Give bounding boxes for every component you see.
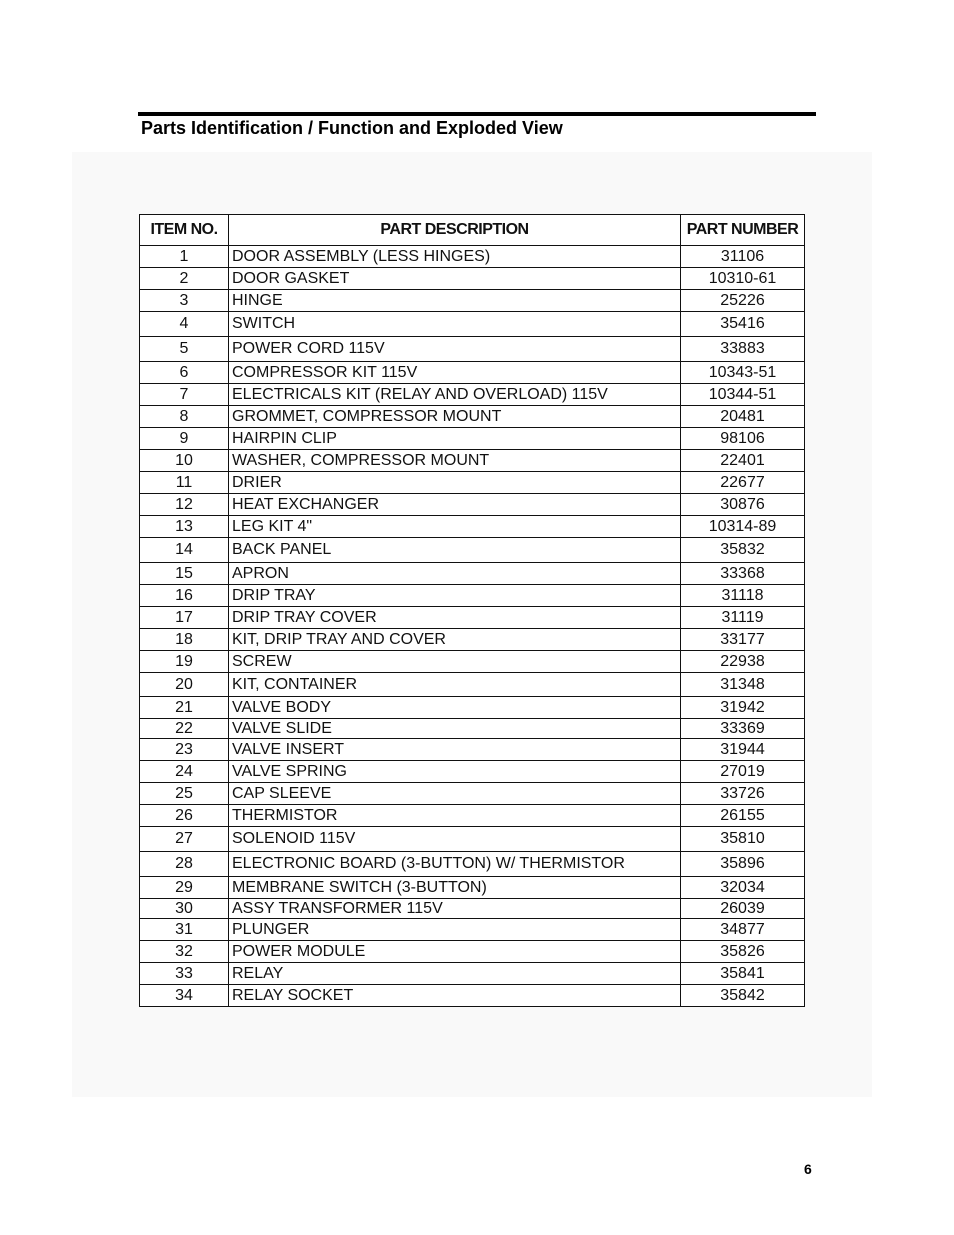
table-cell-item-no: 10 xyxy=(140,450,229,472)
table-row xyxy=(140,428,805,450)
table-cell-part-number: 98106 xyxy=(681,428,805,450)
table-cell-item-no: 33 xyxy=(140,963,229,985)
table-row xyxy=(140,919,805,941)
table-cell-item-no: 21 xyxy=(140,697,229,719)
table-row xyxy=(140,538,805,563)
table-cell-item-no: 32 xyxy=(140,941,229,963)
table-cell-part-number: 35896 xyxy=(681,852,805,877)
table-cell-item-no: 27 xyxy=(140,827,229,852)
table-cell-item-no: 7 xyxy=(140,384,229,406)
table-cell-part-number: 31944 xyxy=(681,739,805,761)
table-cell-part-number: 32034 xyxy=(681,877,805,899)
table-cell-part-description: DRIP TRAY xyxy=(229,585,681,607)
table-row xyxy=(140,290,805,312)
table-cell-part-number: 10310-61 xyxy=(681,268,805,290)
table-row xyxy=(140,697,805,719)
table-cell-part-description: MEMBRANE SWITCH (3-BUTTON) xyxy=(229,877,681,899)
table-row xyxy=(140,384,805,406)
table-cell-part-description: KIT, DRIP TRAY AND COVER xyxy=(229,629,681,651)
table-cell-item-no: 17 xyxy=(140,607,229,629)
table-row xyxy=(140,877,805,899)
table-cell-item-no: 24 xyxy=(140,761,229,783)
table-row xyxy=(140,268,805,290)
table-row xyxy=(140,337,805,362)
table-row xyxy=(140,563,805,585)
table-cell-item-no: 5 xyxy=(140,337,229,362)
column-header-part-number: PART NUMBER xyxy=(681,215,805,246)
table-cell-part-description: POWER MODULE xyxy=(229,941,681,963)
table-cell-part-description: THERMISTOR xyxy=(229,805,681,827)
table-row xyxy=(140,673,805,697)
table-cell-part-number: 31119 xyxy=(681,607,805,629)
parts-table-body xyxy=(140,246,805,1007)
table-cell-part-number: 10314-89 xyxy=(681,516,805,538)
table-cell-part-number: 26039 xyxy=(681,899,805,919)
table-cell-part-description: ELECTRONIC BOARD (3-BUTTON) W/ THERMISTOR xyxy=(229,852,681,877)
table-row xyxy=(140,941,805,963)
table-cell-part-number: 30876 xyxy=(681,494,805,516)
table-cell-part-number: 35826 xyxy=(681,941,805,963)
table-cell-part-description: DRIP TRAY COVER xyxy=(229,607,681,629)
table-cell-part-number: 31106 xyxy=(681,246,805,268)
table-cell-item-no: 20 xyxy=(140,673,229,697)
table-cell-item-no: 19 xyxy=(140,651,229,673)
table-cell-item-no: 4 xyxy=(140,312,229,337)
table-cell-item-no: 26 xyxy=(140,805,229,827)
table-cell-item-no: 9 xyxy=(140,428,229,450)
table-cell-part-description: CAP SLEEVE xyxy=(229,783,681,805)
table-cell-part-description: ELECTRICALS KIT (RELAY AND OVERLOAD) 115V xyxy=(229,384,681,406)
table-cell-part-description: HEAT EXCHANGER xyxy=(229,494,681,516)
table-row xyxy=(140,312,805,337)
table-row xyxy=(140,899,805,919)
table-cell-item-no: 30 xyxy=(140,899,229,919)
table-row xyxy=(140,494,805,516)
table-row xyxy=(140,985,805,1007)
table-row xyxy=(140,362,805,384)
table-cell-part-description: SCREW xyxy=(229,651,681,673)
table-cell-part-description: APRON xyxy=(229,563,681,585)
table-cell-part-number: 25226 xyxy=(681,290,805,312)
table-cell-item-no: 2 xyxy=(140,268,229,290)
table-cell-part-number: 35810 xyxy=(681,827,805,852)
table-cell-item-no: 22 xyxy=(140,719,229,739)
table-cell-part-number: 31942 xyxy=(681,697,805,719)
table-cell-part-number: 33726 xyxy=(681,783,805,805)
table-cell-part-description: VALVE SPRING xyxy=(229,761,681,783)
header-rule xyxy=(138,112,816,116)
table-cell-part-number: 10343-51 xyxy=(681,362,805,384)
table-cell-part-description: VALVE BODY xyxy=(229,697,681,719)
table-cell-item-no: 13 xyxy=(140,516,229,538)
table-row xyxy=(140,761,805,783)
table-cell-part-description: RELAY xyxy=(229,963,681,985)
table-row xyxy=(140,651,805,673)
page-title: Parts Identification / Function and Exploded View xyxy=(141,118,563,138)
table-cell-part-description: SOLENOID 115V xyxy=(229,827,681,852)
table-cell-part-number: 26155 xyxy=(681,805,805,827)
table-row xyxy=(140,827,805,852)
parts-table xyxy=(139,214,805,1007)
table-row xyxy=(140,963,805,985)
table-header-row xyxy=(140,215,805,246)
table-cell-part-description: GROMMET, COMPRESSOR MOUNT xyxy=(229,406,681,428)
table-cell-part-description: HINGE xyxy=(229,290,681,312)
table-row xyxy=(140,450,805,472)
table-cell-item-no: 34 xyxy=(140,985,229,1007)
table-cell-part-number: 33883 xyxy=(681,337,805,362)
table-cell-part-description: COMPRESSOR KIT 115V xyxy=(229,362,681,384)
table-cell-part-description: DOOR GASKET xyxy=(229,268,681,290)
table-row xyxy=(140,472,805,494)
table-row xyxy=(140,607,805,629)
page-number: 6 xyxy=(804,1161,812,1177)
table-cell-item-no: 14 xyxy=(140,538,229,563)
table-cell-item-no: 11 xyxy=(140,472,229,494)
table-cell-part-number: 27019 xyxy=(681,761,805,783)
table-cell-part-number: 31348 xyxy=(681,673,805,697)
table-cell-part-description: ASSY TRANSFORMER 115V xyxy=(229,899,681,919)
table-cell-item-no: 15 xyxy=(140,563,229,585)
table-row xyxy=(140,516,805,538)
table-cell-part-number: 35832 xyxy=(681,538,805,563)
table-cell-part-description: SWITCH xyxy=(229,312,681,337)
table-cell-part-number: 20481 xyxy=(681,406,805,428)
table-cell-part-number: 33177 xyxy=(681,629,805,651)
table-cell-part-description: KIT, CONTAINER xyxy=(229,673,681,697)
table-cell-part-description: WASHER, COMPRESSOR MOUNT xyxy=(229,450,681,472)
table-cell-part-number: 22677 xyxy=(681,472,805,494)
table-cell-item-no: 12 xyxy=(140,494,229,516)
table-row xyxy=(140,805,805,827)
table-cell-part-number: 10344-51 xyxy=(681,384,805,406)
table-cell-part-description: DOOR ASSEMBLY (LESS HINGES) xyxy=(229,246,681,268)
table-cell-item-no: 25 xyxy=(140,783,229,805)
table-cell-part-description: RELAY SOCKET xyxy=(229,985,681,1007)
table-cell-item-no: 18 xyxy=(140,629,229,651)
table-cell-part-description: VALVE INSERT xyxy=(229,739,681,761)
table-cell-item-no: 31 xyxy=(140,919,229,941)
table-cell-part-description: BACK PANEL xyxy=(229,538,681,563)
table-cell-part-number: 22938 xyxy=(681,651,805,673)
table-cell-part-number: 34877 xyxy=(681,919,805,941)
table-cell-part-number: 33369 xyxy=(681,719,805,739)
table-cell-item-no: 23 xyxy=(140,739,229,761)
table-cell-part-description: VALVE SLIDE xyxy=(229,719,681,739)
table-cell-item-no: 29 xyxy=(140,877,229,899)
table-cell-part-description: LEG KIT 4" xyxy=(229,516,681,538)
table-cell-item-no: 8 xyxy=(140,406,229,428)
table-row xyxy=(140,719,805,739)
table-row xyxy=(140,852,805,877)
table-row xyxy=(140,739,805,761)
table-cell-part-description: POWER CORD 115V xyxy=(229,337,681,362)
table-cell-part-description: PLUNGER xyxy=(229,919,681,941)
table-cell-item-no: 28 xyxy=(140,852,229,877)
table-cell-item-no: 1 xyxy=(140,246,229,268)
table-cell-part-number: 35842 xyxy=(681,985,805,1007)
table-cell-item-no: 3 xyxy=(140,290,229,312)
table-row xyxy=(140,629,805,651)
table-cell-part-number: 31118 xyxy=(681,585,805,607)
table-row xyxy=(140,246,805,268)
column-header-item-no: ITEM NO. xyxy=(140,215,229,246)
table-cell-part-number: 22401 xyxy=(681,450,805,472)
column-header-part-description: PART DESCRIPTION xyxy=(229,215,681,246)
table-cell-part-number: 35416 xyxy=(681,312,805,337)
table-cell-item-no: 6 xyxy=(140,362,229,384)
table-cell-part-number: 35841 xyxy=(681,963,805,985)
table-row xyxy=(140,585,805,607)
table-row xyxy=(140,406,805,428)
table-row xyxy=(140,783,805,805)
table-cell-item-no: 16 xyxy=(140,585,229,607)
table-cell-part-number: 33368 xyxy=(681,563,805,585)
table-cell-part-description: DRIER xyxy=(229,472,681,494)
table-cell-part-description: HAIRPIN CLIP xyxy=(229,428,681,450)
